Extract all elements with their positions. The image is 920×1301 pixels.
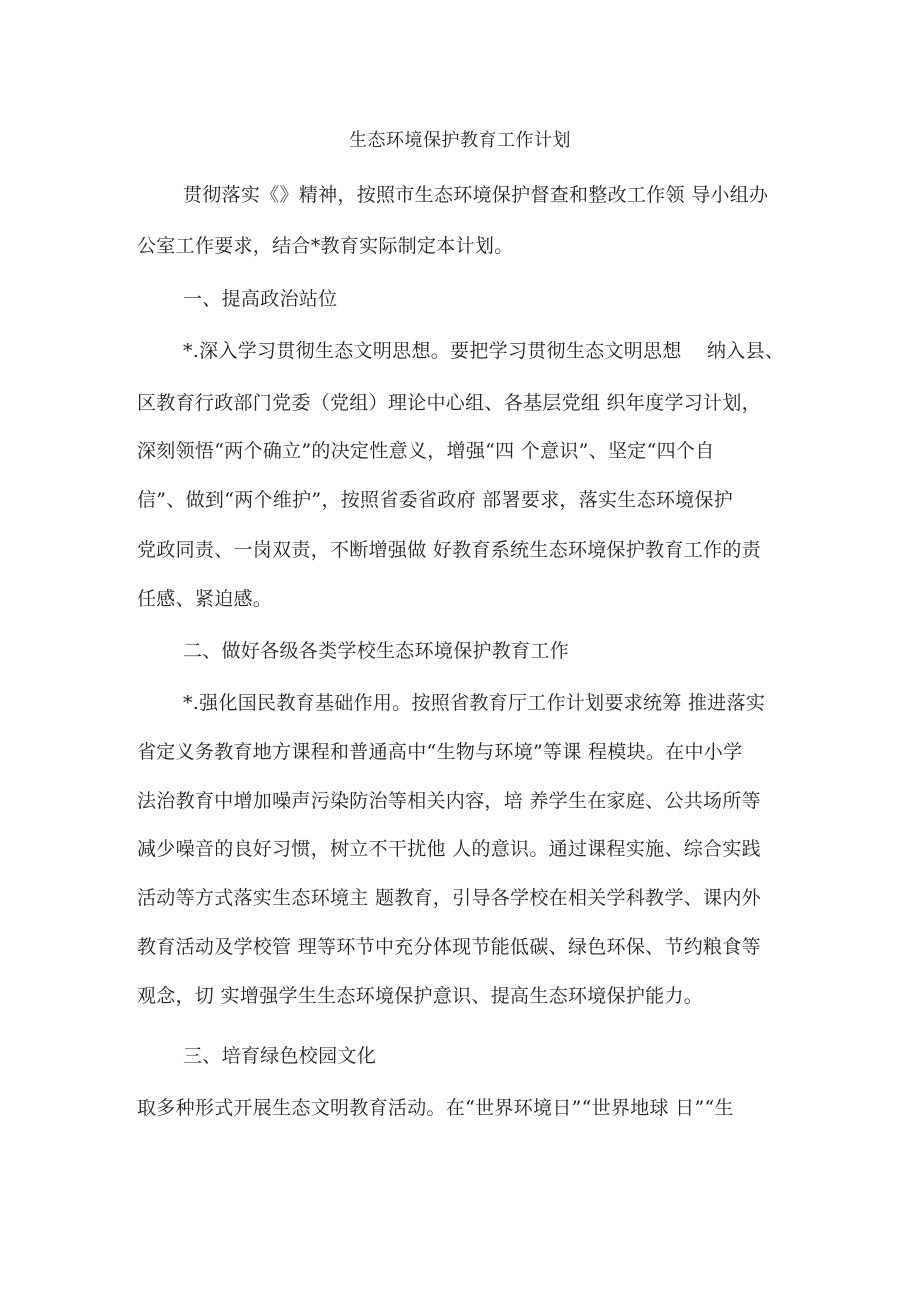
section2-line-7: 观念，切 实增强学生生态环境保护意识、提高生态环境保护能力。 (137, 985, 704, 1007)
section1-heading: 一、提高政治站位 (183, 288, 338, 310)
section3-heading: 三、培育绿色校园文化 (183, 1045, 377, 1067)
section2-line-6: 教育活动及学校管 理等环节中充分体现节能低碳、绿色环保、节约粮食等 (137, 936, 761, 958)
section1-line-1: *.深入学习贯彻生态文明思想。要把学习贯彻生态文明思想 纳入县、 (183, 340, 785, 362)
section2-line-2: 省定义务教育地方课程和普通高中“生物与环境”等课 程模块。在中小学 (137, 741, 743, 763)
section2-line-3: 法治教育中增加噪声污染防治等相关内容，培 养学生在家庭、公共场所等 (137, 790, 761, 812)
section1-line-5: 党政同责、一岗双责，不断增强做 好教育系统生态环境保护教育工作的责 (137, 539, 761, 561)
section1-line-6: 任感、紧迫感。 (137, 588, 273, 610)
document-title: 生态环境保护教育工作计划 (349, 130, 571, 151)
section1-line-4: 信”、做到“两个维护”，按照省委省政府 部署要求，落实生态环境保护 (137, 489, 734, 511)
intro-line-1: 贯彻落实《》精神，按照市生态环境保护督查和整改工作领 导小组办 (183, 184, 769, 206)
section2-line-5: 活动等方式落实生态环境主 题教育，引导各学校在相关学科教学、课内外 (137, 887, 761, 909)
section2-line-1: *.强化国民教育基础作用。按照省教育厅工作计划要求统筹 推进落实 (183, 692, 766, 714)
section2-heading: 二、做好各级各类学校生态环境保护教育工作 (183, 640, 570, 662)
section2-line-4: 减少噪音的良好习惯，树立不干扰他 人的意识。通过课程实施、综合实践 (137, 838, 761, 860)
section3-line-1: 取多种形式开展生态文明教育活动。在“世界环境日”“世界地球 日”“生 (137, 1097, 734, 1119)
intro-line-2: 公室工作要求，结合*教育实际制定本计划。 (137, 235, 514, 257)
section1-line-2: 区教育行政部门党委（党组）理论中心组、各基层党组 织年度学习计划， (137, 392, 761, 414)
section1-line-3: 深刻领悟“两个确立”的决定性意义，增强“四 个意识”、坚定“四个自 (137, 440, 715, 462)
